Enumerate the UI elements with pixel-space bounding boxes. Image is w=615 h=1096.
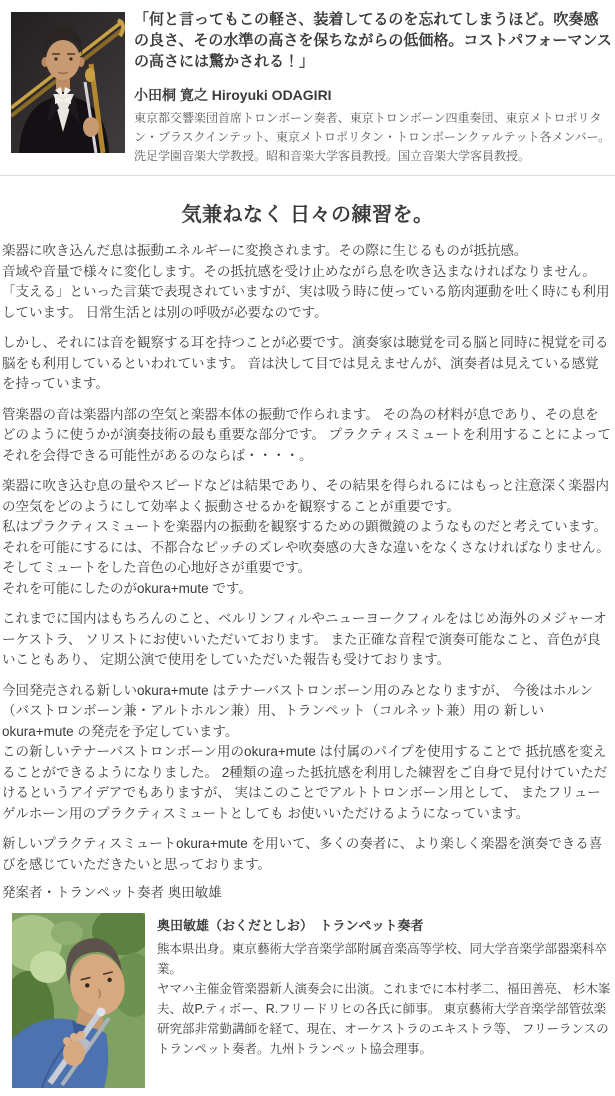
trombone-player-photo-icon [11,12,125,153]
article-heading: 気兼ねなく 日々の練習を。 [181,204,434,226]
inventor-bio-line: 熊本県出身。東京藝術大学音楽学部附属音楽高等学校、同大学音楽学部器楽科卒業。 [157,942,608,976]
inventor-text-column [157,913,612,1059]
endorsement-quote: 「何と言ってもこの軽さ、装着してるのを忘れてしまうほど。吹奏感の良さ、その水準の高さを保ちながらの低価格。コストパフォーマンスの高さには驚かされる！」 [134,11,612,70]
article-body [0,227,615,875]
paragraph-line: 今回発売される新しいokura+mute はテナーバストロンボーン用のみとなりますが、 今後はホルン（バストロンボーン兼・アルトホルン兼）用、トランペット（コルネット兼）用の 新しいokura+mute の発売を予定しています。 [2,682,593,739]
paragraph-line: 私はプラクティスミュートを楽器内の振動を観察するための顕微鏡のようなものだと考えています。 それを可能にするには、不都合なピッチのズレや吹奏感の大きな違いをなくさなければなりません。 そしてミュートをした音色の心地好さが重要です。 [2,519,610,575]
paragraph-line: 楽器に吹き込む息の量やスピードなどは結果であり、その結果を得られるにはもっと注意深く楽器内の空気をどのようにして効率よく振動させるかを観察することが重要です。 [2,478,609,514]
paragraph-observation-microscope [2,476,612,599]
paragraph-line: 新しいプラクティスミュートokura+mute を用いて、多くの奏者に、より楽しく楽器を演奏できる喜びを感じていただきたいと思っております。 [2,836,603,872]
endorser-photo [11,12,125,153]
endorsement-text-column [134,12,612,166]
inventor-section [0,903,615,1096]
paragraph-new-product-lineup [2,681,612,825]
paragraph-line: 楽器に吹き込んだ息は振動エネルギーに変換されます。その際に生じるものが抵抗感。 [2,243,528,258]
inventor-bio [157,939,612,1059]
section-divider [0,175,615,176]
paragraph-line: しかし、それには音を観察する耳を持つことが必要です。演奏家は聴覚を司る脳と同時に視覚を司る脳をも利用しているといわれています。 音は決して目では見えませんが、演奏者は見えている感覚を持っています。 [2,335,609,391]
trumpet-player-photo-icon [12,913,145,1088]
endorsement-section [0,0,615,166]
endorser-name: 小田桐 寛之 Hiroyuki ODAGIRI [134,87,332,103]
inventor-lead: 発案者・トランペット奏者 奥田敏雄 [2,885,222,900]
paragraph-line: 音域や音量で様々に変化します。その抵抗感を受け止めながら息を吹き込まなければなりません。 [2,263,596,279]
inventor-bio-line: ヤマハ主催金管楽器新人演奏会に出演。これまでに本村孝二、福田善亮、 杉木峯夫、故P.ティボー、R.フリードリヒの各氏に師事。 東京藝術大学音楽学部管弦楽研究部非常勤講師を経て、現在、オーケストラのエキストラ等、 フリーランスのトランペット奏者。九州トランペット協会理事。 [157,982,611,1056]
endorser-bio: 東京都交響楽団首席トロンボーン奏者、東京トロンボーン四重奏団、東京メトロポリタン・ブラスクインテット、東京メトロポリタン・トロンボーンクァルテット各メンバー。洗足学園音楽大学教授。昭和音楽大学客員教授。国立音楽大学客員教授。 [134,111,611,163]
paragraph-line: それを可能にしたのがokura+mute です。 [2,580,252,596]
paragraph-line: これまでに国内はもちろんのこと、ベルリンフィルやニューヨークフィルをはじめ海外のメジャーオーケストラ、 ソリストにお使いいただいております。 また正確な音程で演奏可能なこと、音色が良いこともあり、 定期公演で使用をしていただいた報告も受けております。 [2,611,607,667]
paragraph-line: 管楽器の音は楽器内部の空気と楽器本体の振動で作られます。 その為の材料が息であり、その息をどのように使うかが演奏技術の最も重要な部分です。 プラクティスミュートを利用することによってそれを会得できる可能性があるのならば・・・・。 [2,406,611,463]
paragraph-line: 「支える」といった言葉で表現されていますが、実は吸う時に使っている筋肉運動を吐く時にも利用しています。 日常生活とは別の呼吸が必要なのです。 [2,284,610,320]
paragraph-breathing [2,241,612,323]
paragraph-line: この新しいテナーバストロンボーン用のokura+mute は付属のパイプを使用することで 抵抗感を変えることができるようになりました。 2種類の違った抵抗感を利用した練習をご自身で見付けていただけるというアイデアでもありますが、 実はこのことでアルトトロンボーン用として、 またフリューゲルホーン用のプラクティスミュートとしても お使いいただけるようになっています。 [2,744,608,821]
paragraph-wind-instrument-sound [2,405,612,467]
inventor-photo [12,913,145,1088]
paragraph-listening [2,333,612,395]
inventor-name: 奥田敏雄（おくだとしお） トランペット奏者 [157,918,424,933]
paragraph-orchestra-usage [2,609,612,671]
paragraph-closing-wish [2,834,612,875]
